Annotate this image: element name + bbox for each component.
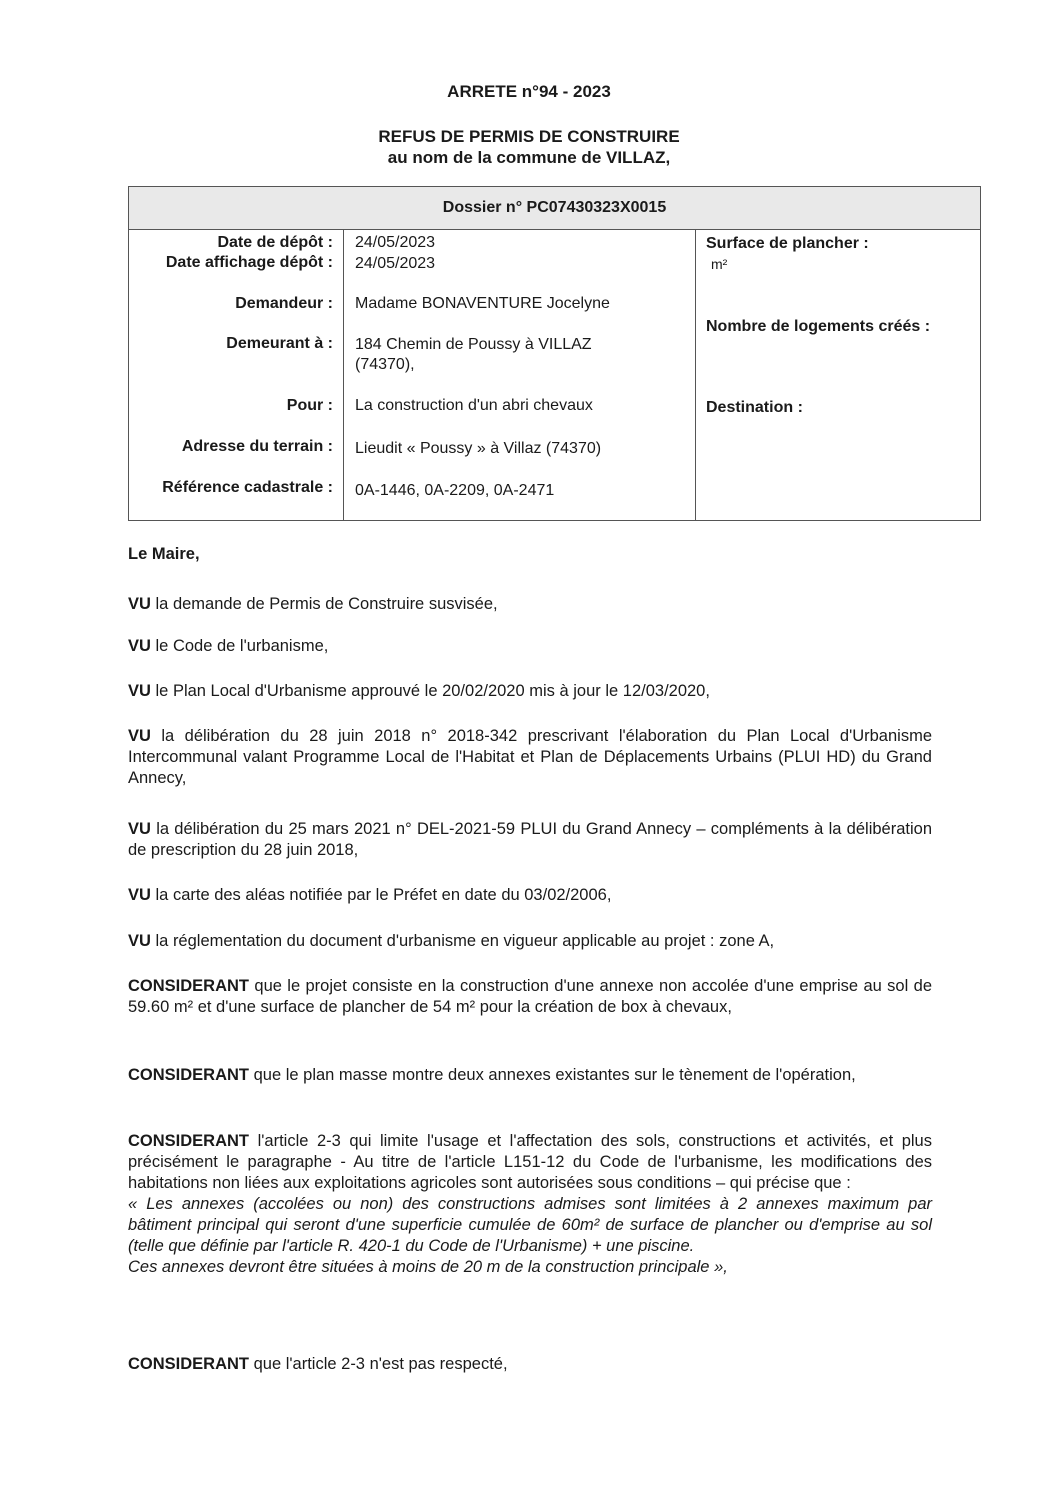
vu-paragraph: VU la carte des aléas notifiée par le Préfet en date du 03/02/2006, — [128, 886, 612, 904]
vu-paragraph: VU le Code de l'urbanisme, — [128, 637, 329, 655]
arrete-number: ARRETE n°94 - 2023 — [447, 82, 611, 101]
surface-unit: m² — [711, 256, 728, 272]
destination-label: Destination : — [706, 399, 803, 416]
field-value: La construction d'un abri chevaux — [355, 397, 593, 414]
vu-paragraph: VU la demande de Permis de Construire susvisée, — [128, 595, 498, 613]
column-divider — [695, 229, 696, 520]
field-value: Madame BONAVENTURE Jocelyne — [355, 295, 610, 312]
field-label: Pour : — [286, 397, 333, 414]
vu-paragraph: VU la délibération du 25 mars 2021 n° DEL-2021-59 PLUI du Grand Annecy – compléments à la délibération de prescription du 28 juin 2018, — [128, 820, 932, 859]
quote-article-2-3: « Les annexes (accolées ou non) des constructions admises sont limitées à 2 annexes maximum par bâtiment principal qui seront d'une superficie cumulée de 60m² de surface de plancher ou d'emprise au sol (telle que définie par l'article R. 420-1 du Code de l'Urbanisme) + une piscine. — [128, 1195, 932, 1255]
field-label: Référence cadastrale : — [162, 479, 333, 496]
title-line-2: au nom de la commune de VILLAZ, — [387, 148, 671, 167]
surface-label: Surface de plancher : — [706, 235, 869, 252]
dossier-heading: Dossier n° PC07430323X0015 — [129, 187, 980, 230]
field-label: Date de dépôt : — [217, 234, 333, 251]
field-value: 184 Chemin de Poussy à VILLAZ — [355, 336, 592, 353]
field-label: Demandeur : — [235, 295, 333, 312]
maire-heading: Le Maire, — [128, 545, 200, 563]
considerant-paragraph: CONSIDERANT que le projet consiste en la construction d'une annexe non accolée d'une emprise au sol de 59.60 m² et d'une surface de plancher de 54 m² pour la création de box à chevaux, — [128, 977, 932, 1016]
field-label: Demeurant à : — [226, 335, 333, 352]
vu-paragraph: VU la réglementation du document d'urbanisme en vigueur applicable au projet : zone A, — [128, 932, 775, 950]
field-value: Lieudit « Poussy » à Villaz (74370) — [355, 440, 602, 457]
logements-label: Nombre de logements créés : — [706, 318, 931, 335]
title-line-1: REFUS DE PERMIS DE CONSTRUIRE — [378, 127, 680, 146]
field-label: Adresse du terrain : — [181, 438, 333, 455]
considerant-paragraph: CONSIDERANT que l'article 2-3 n'est pas respecté, — [128, 1355, 508, 1373]
considerant-paragraph: CONSIDERANT que le plan masse montre deux annexes existantes sur le tènement de l'opération, — [128, 1066, 856, 1084]
vu-paragraph: VU le Plan Local d'Urbanisme approuvé le 20/02/2020 mis à jour le 12/03/2020, — [128, 682, 710, 700]
column-divider — [343, 229, 344, 520]
dossier-box — [128, 186, 981, 521]
field-value: 24/05/2023 — [355, 234, 436, 251]
vu-paragraph: VU la délibération du 28 juin 2018 n° 2018-342 prescrivant l'élaboration du Plan Local d'Urbanisme Intercommunal valant Programme Local de l'Habitat et Plan de Déplacements Urbains (PLUI HD) du Grand Annecy, — [128, 727, 932, 787]
considerant-paragraph: CONSIDERANT l'article 2-3 qui limite l'usage et l'affectation des sols, constructions et activités, et plus précisément le paragraphe - Au titre de l'article L151-12 du Code de l'urbanisme, les modifications des habitations non liées aux exploitations agricoles sont autorisées sous conditions – qui précise que : « Les annexes (accolées ou non) des constructions admises sont limitées à 2 annexes maximum par bâtiment principal qui seront d'une superficie cumulée de 60m² de surface de plancher ou d'emprise au sol (telle que définie par l'article R. 420-1 du Code de l'Urbanisme) + une piscine. Ces annexes devront être situées à moins de 20 m de la construction principale », — [128, 1132, 932, 1276]
field-value: (74370), — [355, 356, 415, 373]
field-value: 0A-1446, 0A-2209, 0A-2471 — [355, 482, 555, 499]
field-value: 24/05/2023 — [355, 255, 436, 272]
quote-article-2-3-end: Ces annexes devront être situées à moins de 20 m de la construction principale », — [128, 1258, 728, 1276]
field-label: Date affichage dépôt : — [165, 254, 333, 271]
